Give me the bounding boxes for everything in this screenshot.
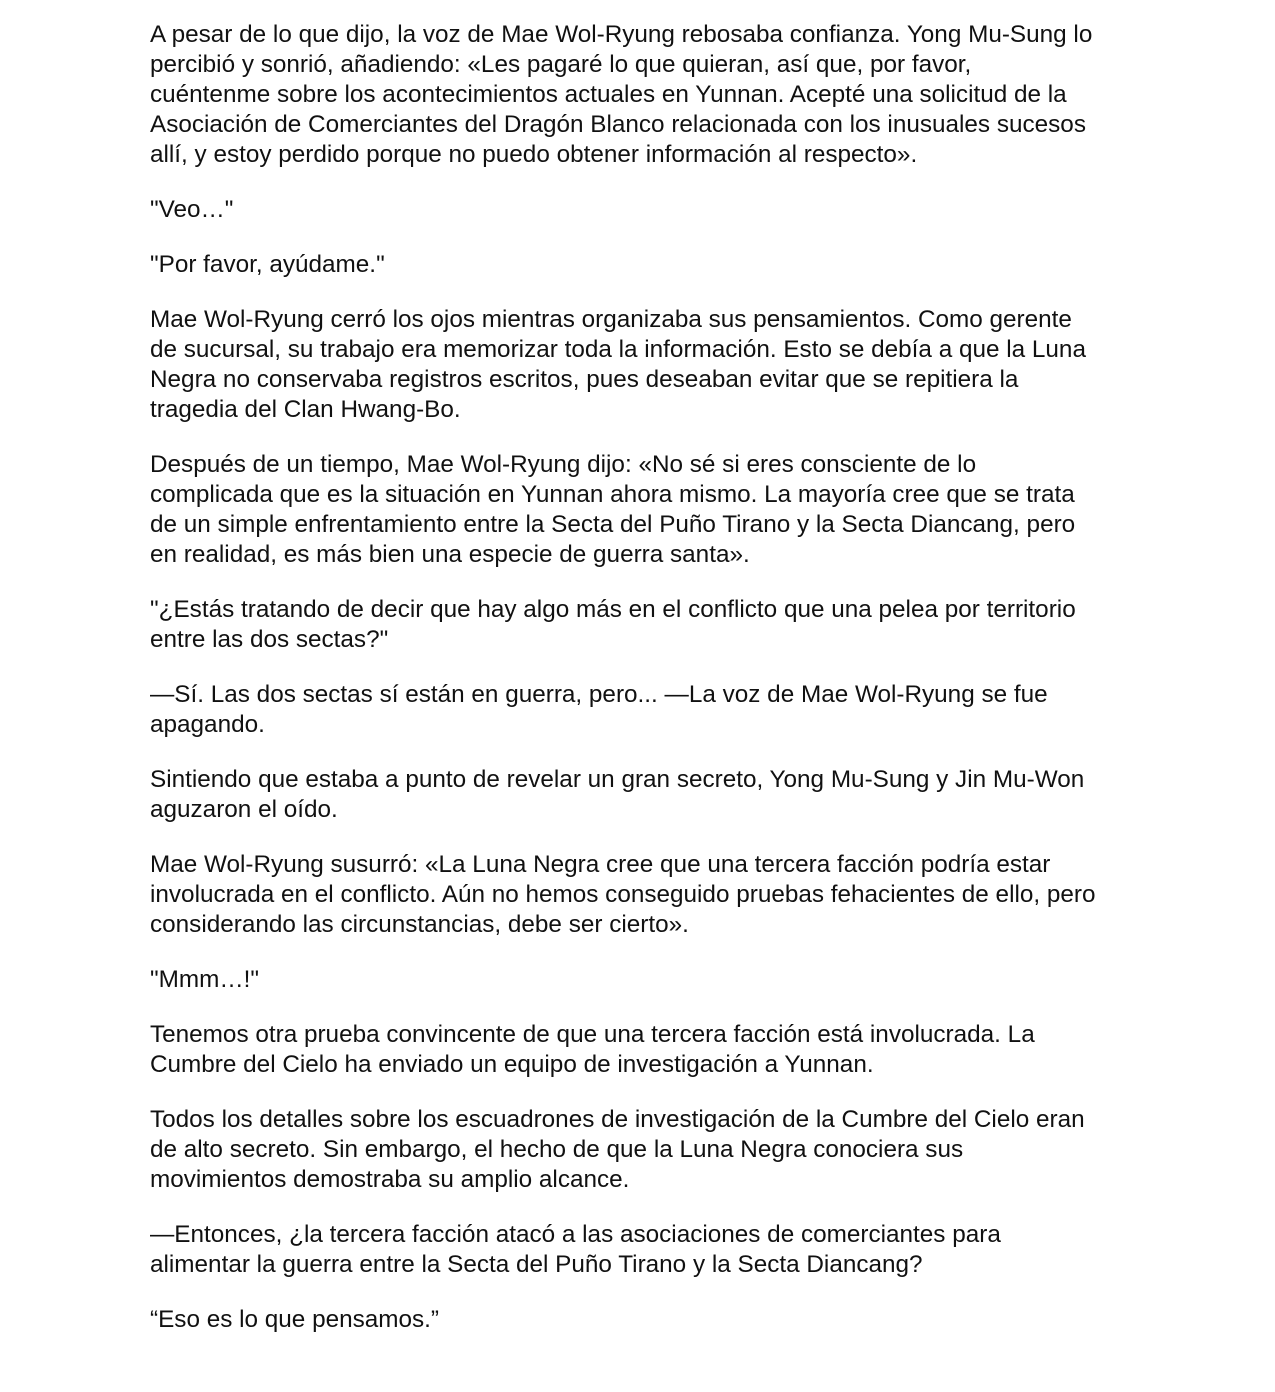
paragraph-9: Mae Wol-Ryung susurró: «La Luna Negra cree que una tercera facción podría estar involucrada en el conflicto. Aún no hemos conseguido pruebas fehacientes de ello, pero considerando las circunstancias, debe ser cierto». [150,851,1096,938]
paragraph-5: Después de un tiempo, Mae Wol-Ryung dijo: «No sé si eres consciente de lo complicada que es la situación en Yunnan ahora mismo. La mayoría cree que se trata de un simple enfrentamiento entre la Secta del Puño Tirano y la Secta Diancang, pero en realidad, es más bien una especie de guerra santa». [150,451,1076,568]
paragraph-7: —Sí. Las dos sectas sí están en guerra, pero... —La voz de Mae Wol-Ryung se fue apagando. [150,681,1048,738]
paragraph-8: Sintiendo que estaba a punto de revelar un gran secreto, Yong Mu-Sung y Jin Mu-Won aguzaron el oído. [150,766,1085,823]
paragraph-10: "Mmm…!" [150,966,260,993]
paragraph-12: Todos los detalles sobre los escuadrones de investigación de la Cumbre del Cielo eran de alto secreto. Sin embargo, el hecho de que la Luna Negra conociera sus movimientos demostraba su amplio alcance. [150,1106,1085,1193]
paragraph-3: "Por favor, ayúdame." [150,251,385,278]
paragraph-14: “Eso es lo que pensamos.” [150,1306,440,1333]
paragraph-6: "¿Estás tratando de decir que hay algo más en el conflicto que una pelea por territorio entre las dos sectas?" [150,596,1076,653]
paragraph-1: A pesar de lo que dijo, la voz de Mae Wol-Ryung rebosaba confianza. Yong Mu-Sung lo percibió y sonrió, añadiendo: «Les pagaré lo que quieran, así que, por favor, cuéntenme sobre los acontecimientos actuales en Yunnan. Acepté una solicitud de la Asociación de Comerciantes del Dragón Blanco relacionada con los inusuales sucesos allí, y estoy perdido porque no puedo obtener información al respecto». [150,21,1093,168]
paragraph-11: Tenemos otra prueba convincente de que una tercera facción está involucrada. La Cumbre del Cielo ha enviado un equipo de investigación a Yunnan. [150,1021,1035,1078]
paragraph-2: "Veo…" [150,196,234,223]
document-page [150,20,1140,1360]
paragraph-13: —Entonces, ¿la tercera facción atacó a las asociaciones de comerciantes para alimentar la guerra entre la Secta del Puño Tirano y la Secta Diancang? [150,1221,1001,1278]
paragraph-4: Mae Wol-Ryung cerró los ojos mientras organizaba sus pensamientos. Como gerente de sucursal, su trabajo era memorizar toda la información. Esto se debía a que la Luna Negra no conservaba registros escritos, pues deseaban evitar que se repitiera la tragedia del Clan Hwang-Bo. [150,306,1086,423]
